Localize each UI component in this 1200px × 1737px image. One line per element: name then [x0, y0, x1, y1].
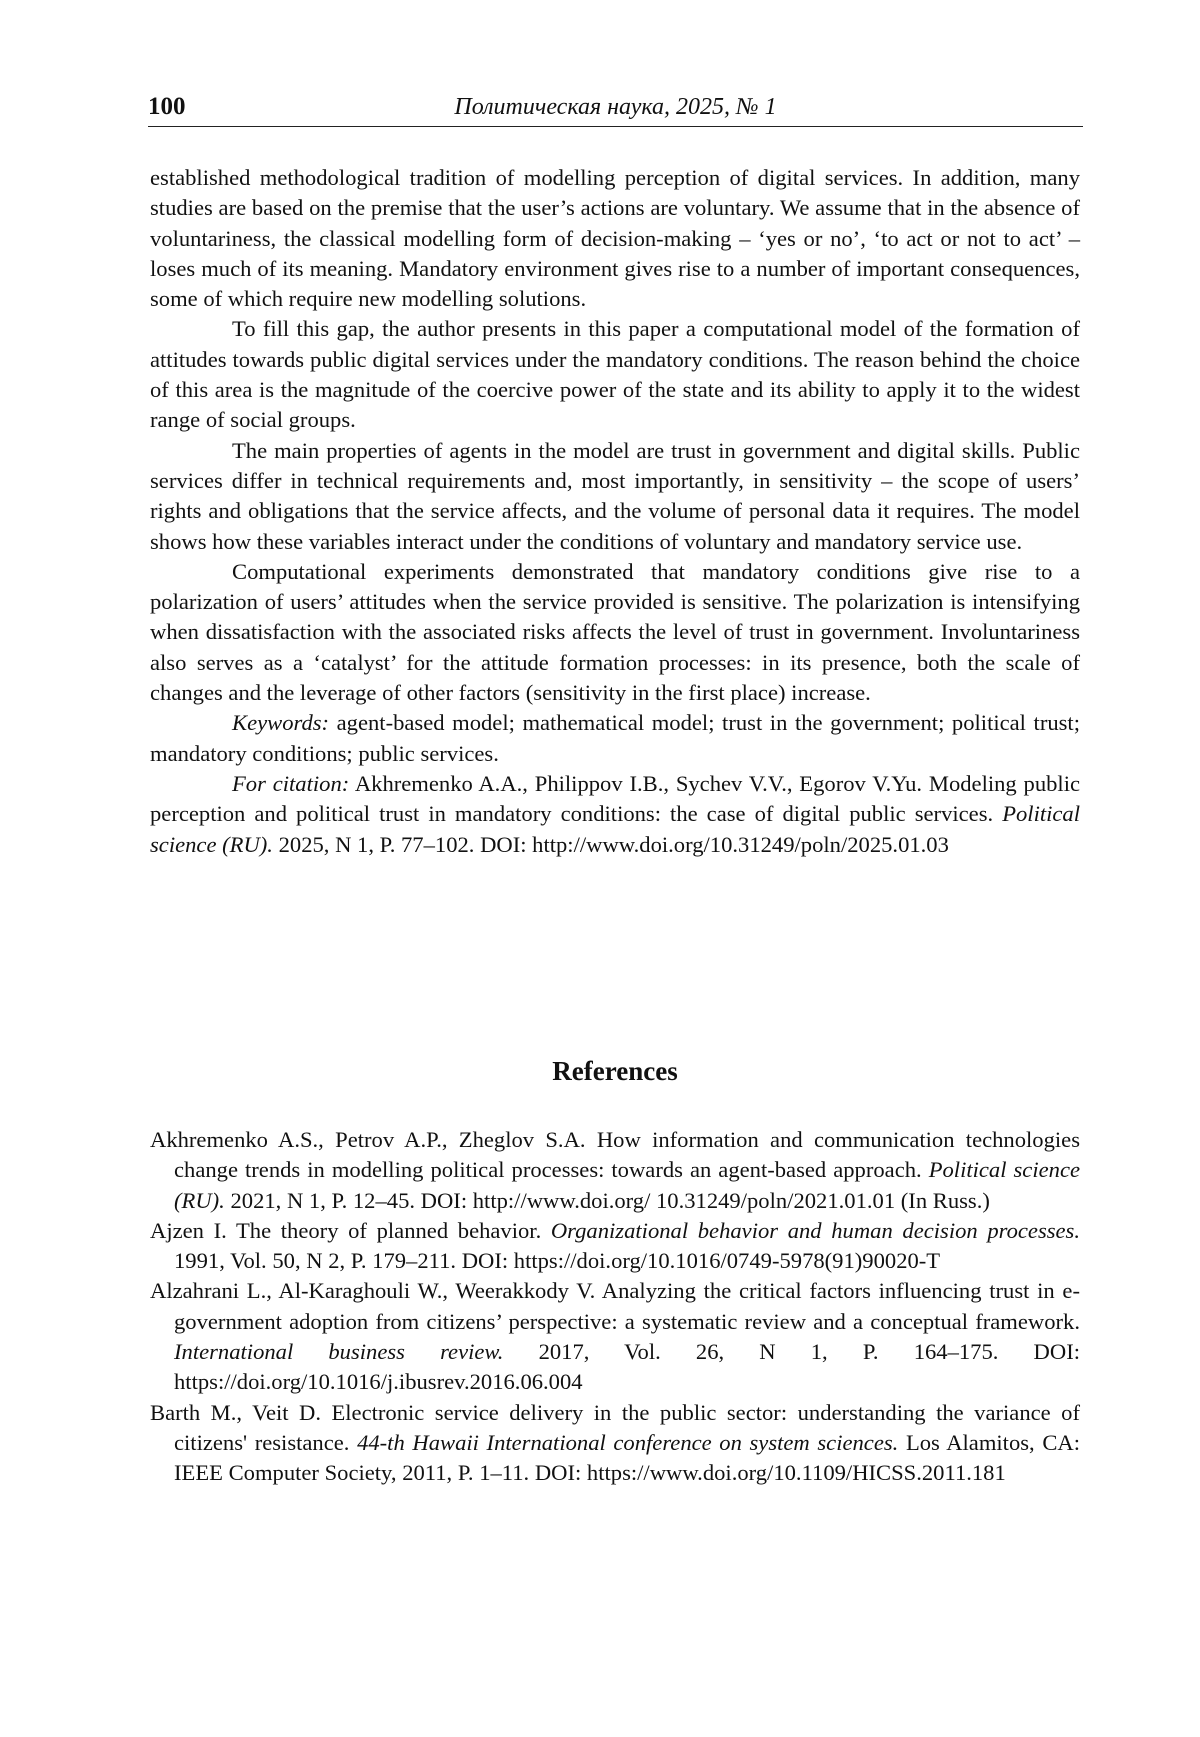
citation [150, 769, 1080, 860]
abstract-paragraph: The main properties of agents in the model are trust in government and digital skills. Public services differ in technical requirements and, most importantly, in sensitivity – the scope of users’ rights and obligations that the service affects, and the volume of personal data it requires. The model shows how these variables interact under the conditions of voluntary and mandatory service use. [150, 437, 1080, 554]
reference-details: 2021, N 1, P. 12–45. DOI: http://www.doi.org/ 10.31249/poln/2021.01.01 (In Russ.) [224, 1187, 990, 1213]
reference-source: Organizational behavior and human decision processes. [550, 1217, 1080, 1243]
page-number: 100 [148, 93, 186, 120]
citation-label: For citation: [232, 770, 350, 796]
reference-text: Barth M., Veit D. Electronic service delivery in the public sector: understanding the variance of citizens' resistance. [150, 1399, 1080, 1455]
reference-details: 1991, Vol. 50, N 2, P. 179–211. DOI: https://doi.org/10.1016/0749-5978(91)90020-T [174, 1248, 941, 1274]
citation-authors: Akhremenko A.A., Philippov I.B., Sychev V.V., Egorov V.Yu. Modeling public perception and political trust in mandatory conditions: the case of digital public services. [150, 770, 1081, 827]
reference-text: Alzahrani L., Al-Karaghouli W., Weerakkody V. Analyzing the critical factors influencing trust in e-government adoption from citizens’ perspective: a systematic review and a conceptual framework. [150, 1278, 1080, 1334]
reference-text: Ajzen I. The theory of planned behavior. [150, 1217, 551, 1243]
references-list [150, 1125, 1080, 1489]
abstract-text [150, 163, 1080, 860]
reference-source: International business review. [174, 1339, 504, 1365]
reference-item [150, 1216, 1080, 1277]
abstract-paragraph: To fill this gap, the author presents in this paper a computational model of the formation of attitudes towards public digital services under the mandatory conditions. The reason behind the choice of this area is the magnitude of the coercive power of the state and its ability to apply it to the widest range of social groups. [150, 316, 1080, 433]
reference-text: Akhremenko A.S., Petrov A.P., Zheglov S.A. How information and communication technologies change trends in modelling political processes: towards an agent-based approach. [150, 1127, 1080, 1183]
reference-details: 2017, Vol. 26, N 1, P. 164–175. DOI: https://doi.org/10.1016/j.ibusrev.2016.06.004 [174, 1339, 1080, 1395]
keywords-text: agent-based model; mathematical model; trust in the government; political trust; mandatory conditions; public services. [150, 710, 1080, 766]
reference-source: Political science (RU). [174, 1157, 1080, 1213]
reference-item [150, 1398, 1080, 1489]
citation-journal: Political science (RU). [150, 801, 1080, 857]
citation-rest: 2025, N 1, P. 77–102. DOI: http://www.doi.org/10.31249/poln/2025.01.03 [272, 831, 949, 857]
running-title: Политическая наука, 2025, № 1 [454, 94, 777, 120]
reference-item [150, 1125, 1080, 1216]
abstract-paragraph: established methodological tradition of modelling perception of digital services. In addition, many studies are based on the premise that the user’s actions are voluntary. We assume that in the absence of voluntariness, the classical modelling form of decision-making – ‘yes or no’, ‘to act or not to act’ – loses much of its meaning. Mandatory environment gives rise to a number of important consequences, some of which require new modelling solutions. [150, 165, 1080, 312]
keywords-label: Keywords: [232, 710, 330, 736]
reference-item [150, 1276, 1080, 1397]
reference-source: 44-th Hawaii International conference on system sciences. [357, 1429, 899, 1455]
page-header [148, 92, 1083, 127]
reference-details: Los Alamitos, CA: IEEE Computer Society, 2011, P. 1–11. DOI: https://www.doi.org/10.1109/HICSS.2011.181 [174, 1429, 1080, 1486]
references-heading: References [552, 1056, 678, 1086]
abstract-paragraph: Computational experiments demonstrated that mandatory conditions give rise to a polarization of users’ attitudes when the service provided is sensitive. The polarization is intensifying when dissatisfaction with the associated risks affects the level of trust in government. Involuntariness also serves as a ‘catalyst’ for the attitude formation processes: in its presence, both the scale of changes and the leverage of other factors (sensitivity in the first place) increase. [150, 558, 1080, 706]
keywords [150, 708, 1080, 769]
